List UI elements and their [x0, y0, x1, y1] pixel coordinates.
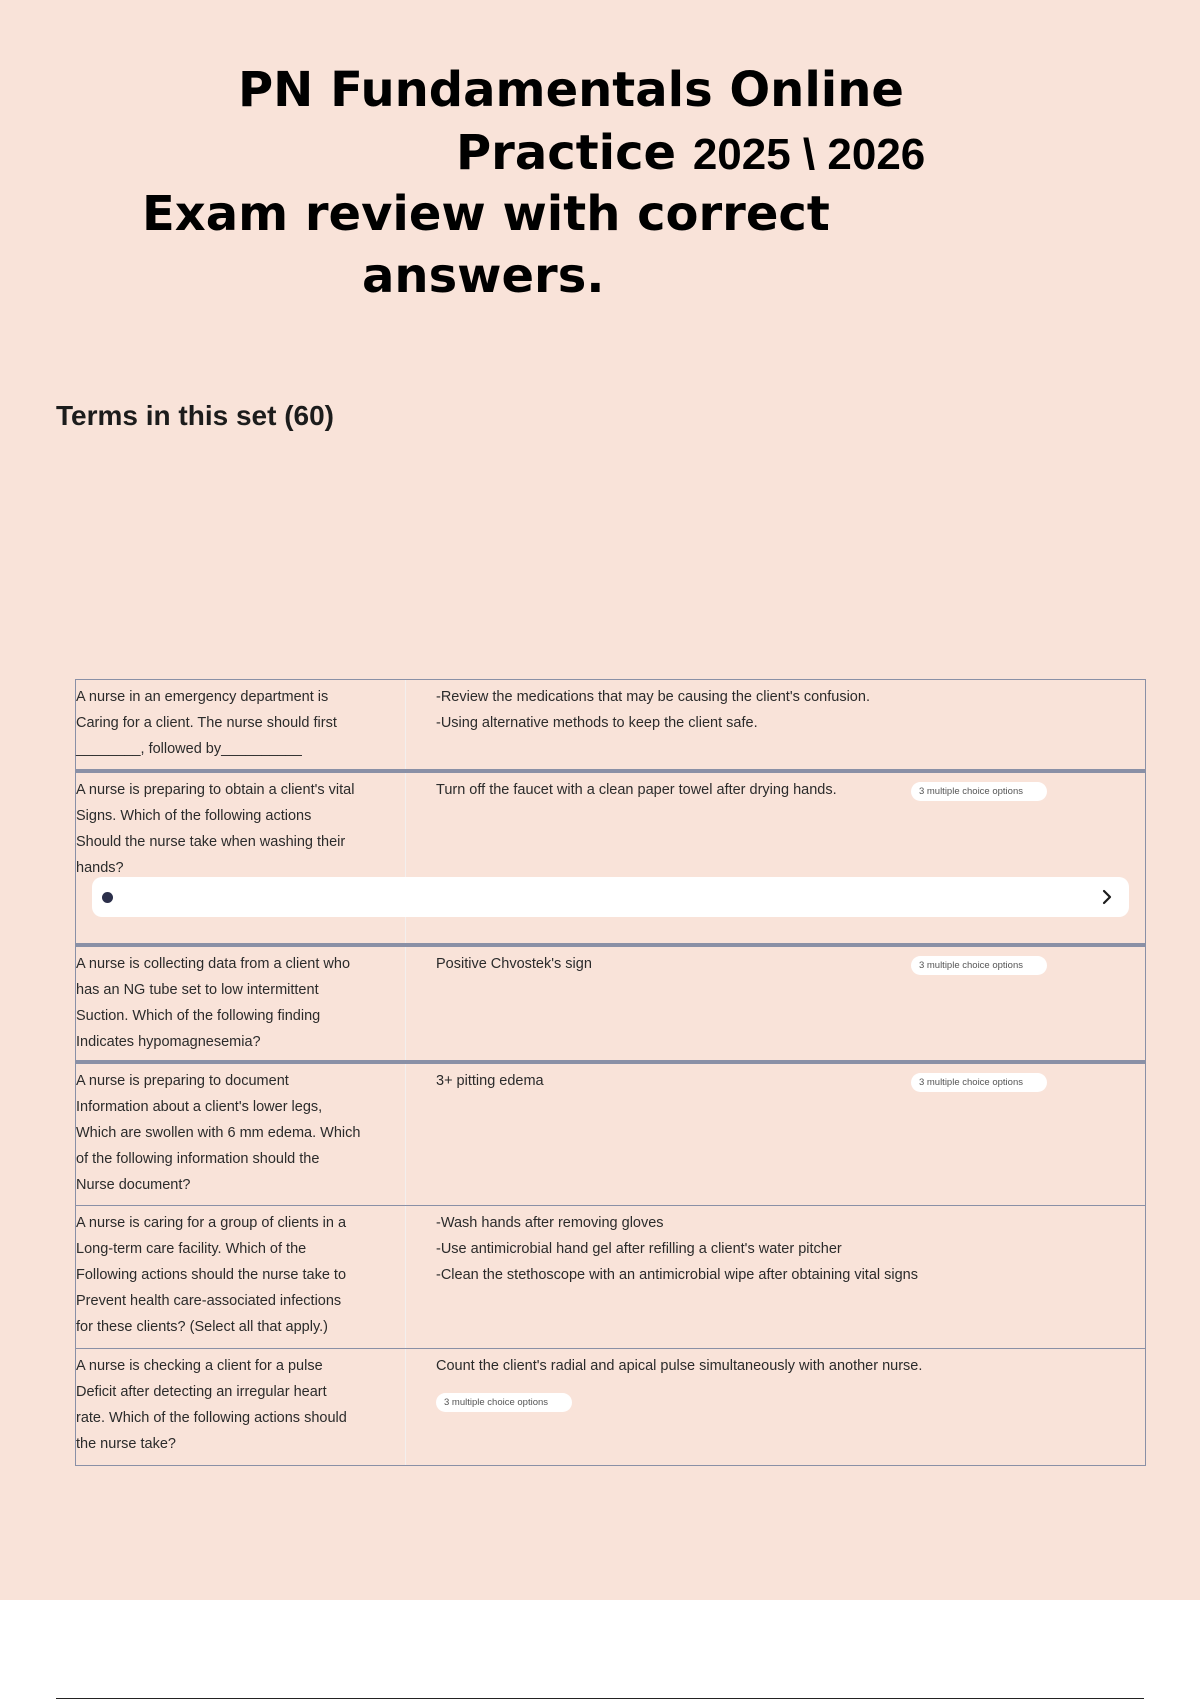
flashcard-list: [75, 679, 1146, 1466]
flashcard: [75, 770, 1146, 944]
term-line: of the following information should the: [76, 1151, 320, 1167]
term-line: A nurse is checking a client for a pulse: [76, 1358, 323, 1374]
definition-line: Count the client's radial and apical pulse simultaneously with another nurse.: [436, 1358, 923, 1374]
terms-heading: Terms in this set (60): [56, 400, 335, 431]
definition-line: -Clean the stethoscope with an antimicrobial wipe after obtaining vital signs: [436, 1267, 918, 1283]
card-term: [76, 1349, 406, 1465]
title-line-1: PN Fundamentals Online: [238, 62, 904, 118]
card-definition: [406, 773, 1145, 943]
card-term: [76, 680, 406, 769]
title-practice: Practice: [456, 125, 677, 181]
flashcard: [75, 944, 1146, 1061]
term-line: Long-term care facility. Which of the: [76, 1241, 307, 1257]
definition-line: 3+ pitting edema: [436, 1073, 544, 1089]
term-line: Indicates hypomagnesemia?: [76, 1034, 261, 1050]
card-definition: [406, 680, 1145, 769]
term-line: Following actions should the nurse take to: [76, 1267, 347, 1283]
card-definition: [406, 1206, 1145, 1348]
term-line: Information about a client's lower legs,: [76, 1099, 323, 1115]
term-line: Suction. Which of the following finding: [76, 1008, 321, 1024]
card-term: [76, 1064, 406, 1205]
definition-line: -Wash hands after removing gloves: [436, 1215, 664, 1231]
term-line: Deficit after detecting an irregular heart: [76, 1384, 327, 1400]
title-line-2: [456, 125, 925, 181]
term-line: Should the nurse take when washing their: [76, 834, 346, 850]
flashcard: [75, 679, 1146, 770]
multiple-choice-badge[interactable]: 3 multiple choice options: [436, 1393, 572, 1412]
term-line: A nurse is caring for a group of clients in a: [76, 1215, 347, 1231]
multiple-choice-badge[interactable]: 3 multiple choice options: [911, 1073, 1047, 1092]
multiple-choice-badge[interactable]: 3 multiple choice options: [911, 956, 1047, 975]
card-definition: [406, 1349, 1145, 1465]
flashcard: [75, 1206, 1146, 1349]
carousel-dot-icon[interactable]: [102, 892, 113, 903]
title-line-4: answers.: [362, 248, 605, 304]
definition-line: -Review the medications that may be causing the client's confusion.: [436, 689, 870, 705]
term-line: has an NG tube set to low intermittent: [76, 982, 319, 998]
footer-divider: [56, 1698, 1144, 1699]
term-line: Signs. Which of the following actions: [76, 808, 312, 824]
term-line: the nurse take?: [76, 1436, 176, 1452]
title-year: 2025 \ 2026: [692, 130, 926, 179]
card-term: [76, 1206, 406, 1348]
multiple-choice-badge[interactable]: 3 multiple choice options: [911, 782, 1047, 801]
definition-line: Turn off the faucet with a clean paper towel after drying hands.: [436, 782, 837, 798]
term-line: A nurse is preparing to obtain a client's vital: [76, 782, 355, 798]
definition-line: -Use antimicrobial hand gel after refilling a client's water pitcher: [436, 1241, 842, 1257]
definition-line: -Using alternative methods to keep the client safe.: [436, 715, 758, 731]
flashcard: [75, 1349, 1146, 1466]
term-line: Which are swollen with 6 mm edema. Which: [76, 1125, 361, 1141]
term-line: A nurse is collecting data from a client who: [76, 956, 351, 972]
term-line: Caring for a client. The nurse should first: [76, 715, 337, 731]
card-term: [76, 773, 406, 943]
term-line: hands?: [76, 860, 124, 876]
chevron-right-icon[interactable]: [1093, 883, 1121, 911]
card-definition: [406, 947, 1145, 1060]
flashcard: [75, 1061, 1146, 1206]
term-line: A nurse in an emergency department is: [76, 689, 329, 705]
card-carousel-bar[interactable]: [92, 877, 1129, 917]
term-line: ________, followed by__________: [76, 741, 302, 757]
card-definition: [406, 1064, 1145, 1205]
term-line: for these clients? (Select all that apply.): [76, 1319, 328, 1335]
term-line: Nurse document?: [76, 1177, 191, 1193]
definition-line: Positive Chvostek's sign: [436, 956, 592, 972]
term-line: A nurse is preparing to document: [76, 1073, 289, 1089]
term-line: Prevent health care-associated infections: [76, 1293, 342, 1309]
title-line-3: Exam review with correct: [142, 186, 830, 242]
card-term: [76, 947, 406, 1060]
term-line: rate. Which of the following actions should: [76, 1410, 347, 1426]
